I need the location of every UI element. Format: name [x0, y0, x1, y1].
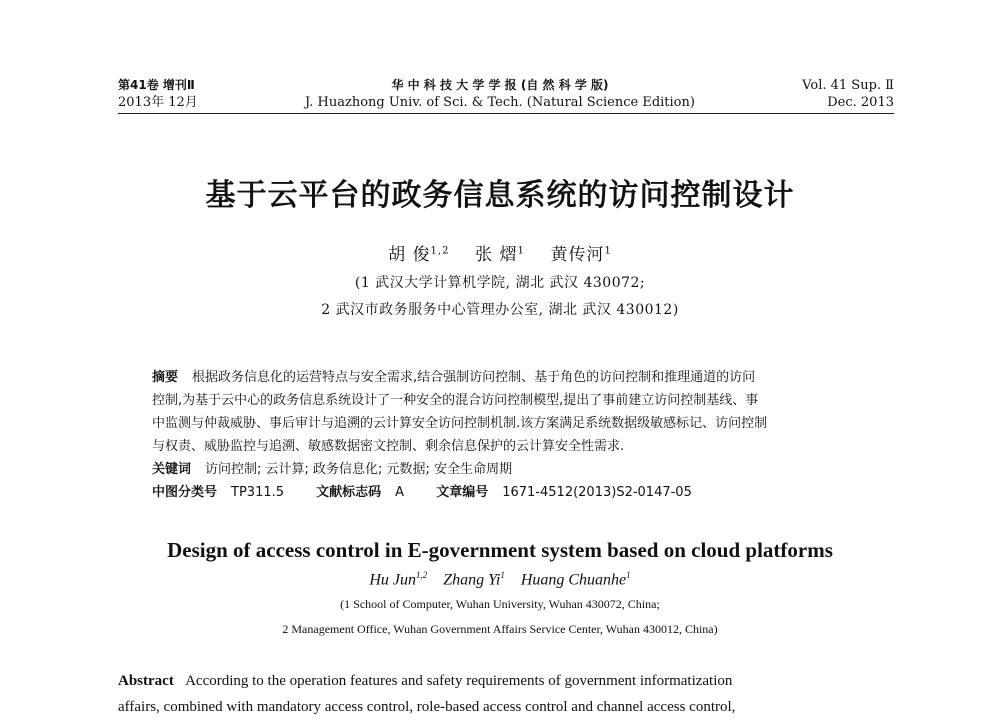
abstract-cn-line-3: 中监测与仲裁威胁、事后审计与追溯的云计算安全访问控制机制.该方案满足系统数据级敏感标记、访问控制: [152, 416, 768, 431]
article-no-value: 1671-4512(2013)S2-0147-05: [502, 485, 692, 500]
classification-line: [152, 481, 767, 504]
paper-title-cn: 基于云平台的政务信息系统的访问控制设计: [205, 178, 795, 213]
abstract-cn-line-1: 根据政务信息化的运营特点与安全需求,结合强制访问控制、基于角色的访问控制和推理通道的访问: [192, 370, 756, 385]
author-cn-2-sup: 1: [517, 245, 525, 257]
author-cn-1-sup: 1,2: [430, 245, 450, 257]
clc-label: 中图分类号: [152, 485, 218, 500]
affiliation-en-1: (1 School of Computer, Wuhan University, Wuhan 430072, China;: [340, 597, 660, 611]
header-right-line2: Dec. 2013: [827, 95, 894, 110]
header-right-line1: Vol. 41 Sup. Ⅱ: [802, 78, 894, 93]
journal-name: [305, 77, 695, 111]
abstract-en-line-1: According to the operation features and safety requirements of government informatization: [185, 673, 733, 689]
author-cn-3-sup: 1: [604, 245, 612, 257]
header-center-line2: J. Huazhong Univ. of Sci. & Tech. (Natural Science Edition): [305, 95, 695, 110]
author-en-3-sup: 1: [626, 570, 631, 580]
abstract-en-label: Abstract: [118, 673, 174, 689]
journal-volume-issue: [118, 77, 198, 111]
abstract-en-line-1-wrap: [118, 673, 732, 690]
abstract-cn-label: 摘要: [152, 370, 179, 385]
header-rule: [118, 113, 894, 114]
keywords-cn-label: 关键词: [152, 462, 192, 477]
author-en-2: Zhang Yi: [443, 571, 501, 589]
clc-value: TP311.5: [231, 485, 285, 500]
keywords-cn-text: 访问控制; 云计算; 政务信息化; 元数据; 安全生命周期: [205, 462, 513, 477]
author-cn-3: 黄传河: [550, 245, 605, 265]
affiliation-en-2: 2 Management Office, Wuhan Government Affairs Service Center, Wuhan 430012, China): [282, 622, 718, 636]
keywords-cn: [152, 458, 767, 481]
abstract-cn-line-4: 与权责、威胁监控与追溯、敏感数据密文控制、剩余信息保护的云计算安全性需求.: [152, 439, 625, 454]
doc-code-value: A: [395, 485, 405, 500]
abstract-cn: [152, 366, 767, 504]
authors-cn: [0, 240, 1000, 265]
author-en-2-sup: 1: [500, 570, 505, 580]
author-en-3: Huang Chuanhe: [520, 571, 627, 589]
affiliation-cn-1: (1 武汉大学计算机学院, 湖北 武汉 430072;: [354, 275, 646, 291]
doc-code-label: 文献标志码: [316, 485, 382, 500]
header-left-line1: 第41卷 增刊Ⅱ: [118, 78, 195, 92]
paper-title-en: Design of access control in E-government system based on cloud platforms: [167, 538, 833, 562]
author-cn-1: 胡 俊: [388, 245, 431, 265]
author-en-1-sup: 1,2: [416, 570, 428, 580]
journal-date: [802, 77, 894, 111]
article-no-label: 文章编号: [436, 485, 489, 500]
author-en-1: Hu Jun: [369, 571, 416, 589]
author-cn-2: 张 熠: [475, 245, 518, 265]
abstract-cn-line-2: 控制,为基于云中心的政务信息系统设计了一种安全的混合访问控制模型,提出了事前建立访问控制基线、事: [152, 393, 759, 408]
header-center-line1: 华 中 科 技 大 学 学 报 (自 然 科 学 版): [391, 78, 609, 92]
abstract-en-line-2: affairs, combined with mandatory access control, role-based access control and channel access control,: [118, 699, 736, 715]
header-left-line2: 2013年 12月: [118, 95, 198, 110]
affiliation-cn-2: 2 武汉市政务服务中心管理办公室, 湖北 武汉 430012): [321, 302, 679, 318]
authors-en: [0, 570, 1000, 589]
